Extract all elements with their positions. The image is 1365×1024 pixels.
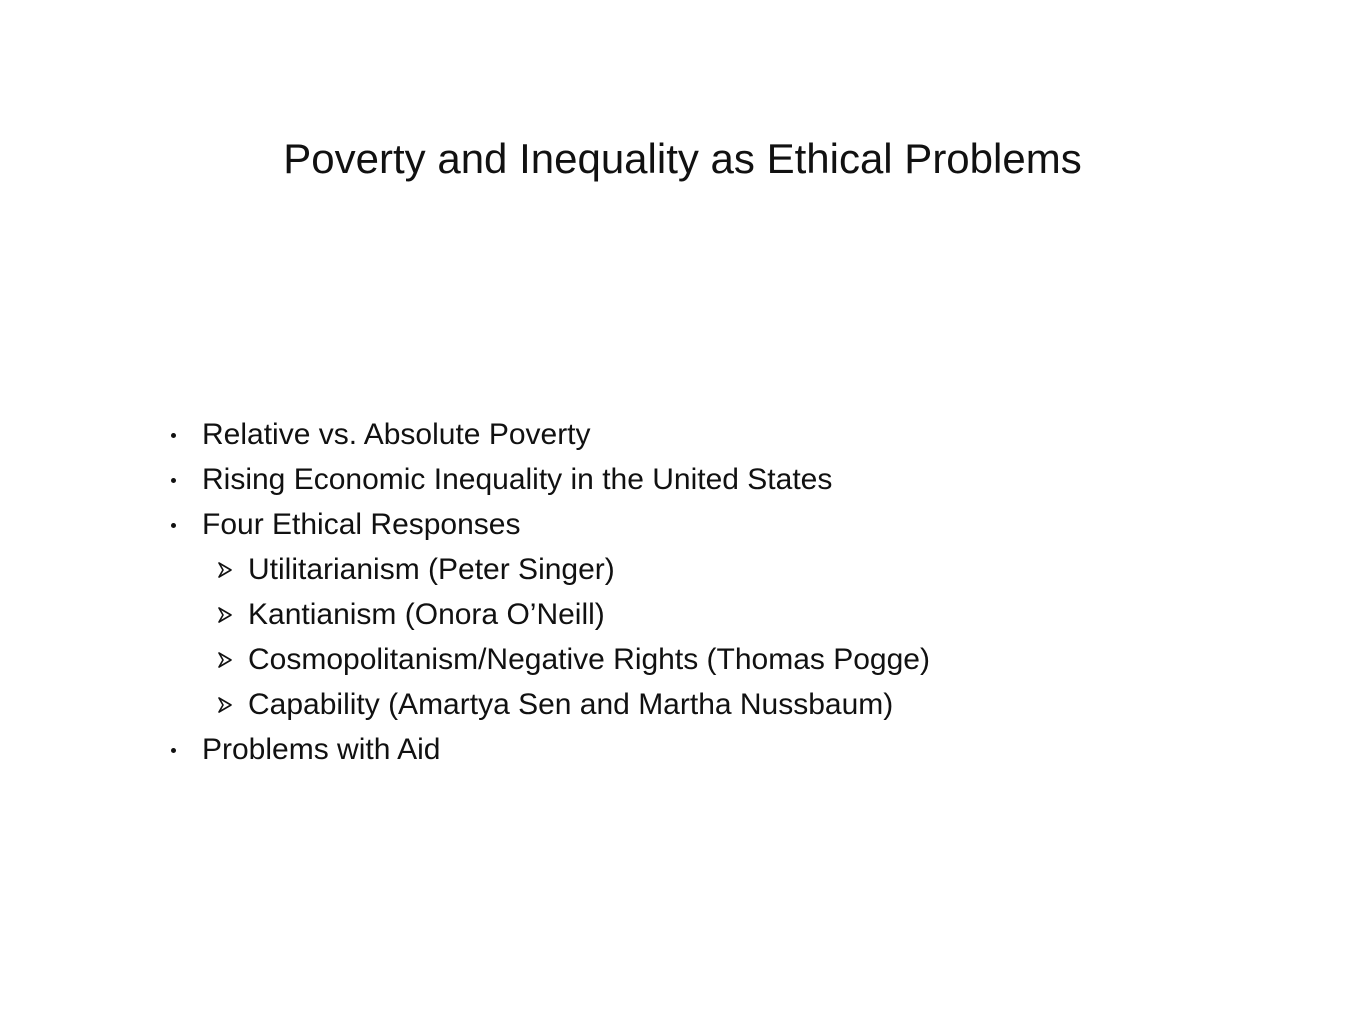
arrowhead-icon — [218, 562, 232, 578]
sub-bullet-item — [0, 682, 1365, 727]
slide-title: Poverty and Inequality as Ethical Problems — [283, 135, 1082, 182]
sub-bullet-text: Capability (Amartya Sen and Martha Nussbaum) — [248, 688, 894, 721]
sub-bullet-text: Kantianism (Onora O’Neill) — [248, 598, 605, 631]
bullet-item — [0, 412, 1365, 457]
sub-bullet-item — [0, 637, 1365, 682]
bullet-text: Problems with Aid — [202, 733, 441, 766]
sub-bullet-item — [0, 547, 1365, 592]
sub-bullet-text: Cosmopolitanism/Negative Rights (Thomas Pogge) — [248, 643, 930, 676]
arrowhead-icon — [218, 652, 232, 668]
arrowhead-icon — [218, 607, 232, 623]
sub-bullet-text: Utilitarianism (Peter Singer) — [248, 553, 615, 586]
bullet-list — [0, 412, 1365, 772]
bullet-dot-icon — [171, 433, 176, 438]
bullet-text: Relative vs. Absolute Poverty — [202, 418, 591, 451]
bullet-text: Rising Economic Inequality in the United States — [202, 463, 833, 496]
bullet-text: Four Ethical Responses — [202, 508, 521, 541]
bullet-item — [0, 457, 1365, 502]
bullet-item — [0, 502, 1365, 547]
sub-bullet-item — [0, 592, 1365, 637]
bullet-item — [0, 727, 1365, 772]
bullet-dot-icon — [171, 523, 176, 528]
bullet-dot-icon — [171, 748, 176, 753]
bullet-dot-icon — [171, 478, 176, 483]
arrowhead-icon — [218, 697, 232, 713]
